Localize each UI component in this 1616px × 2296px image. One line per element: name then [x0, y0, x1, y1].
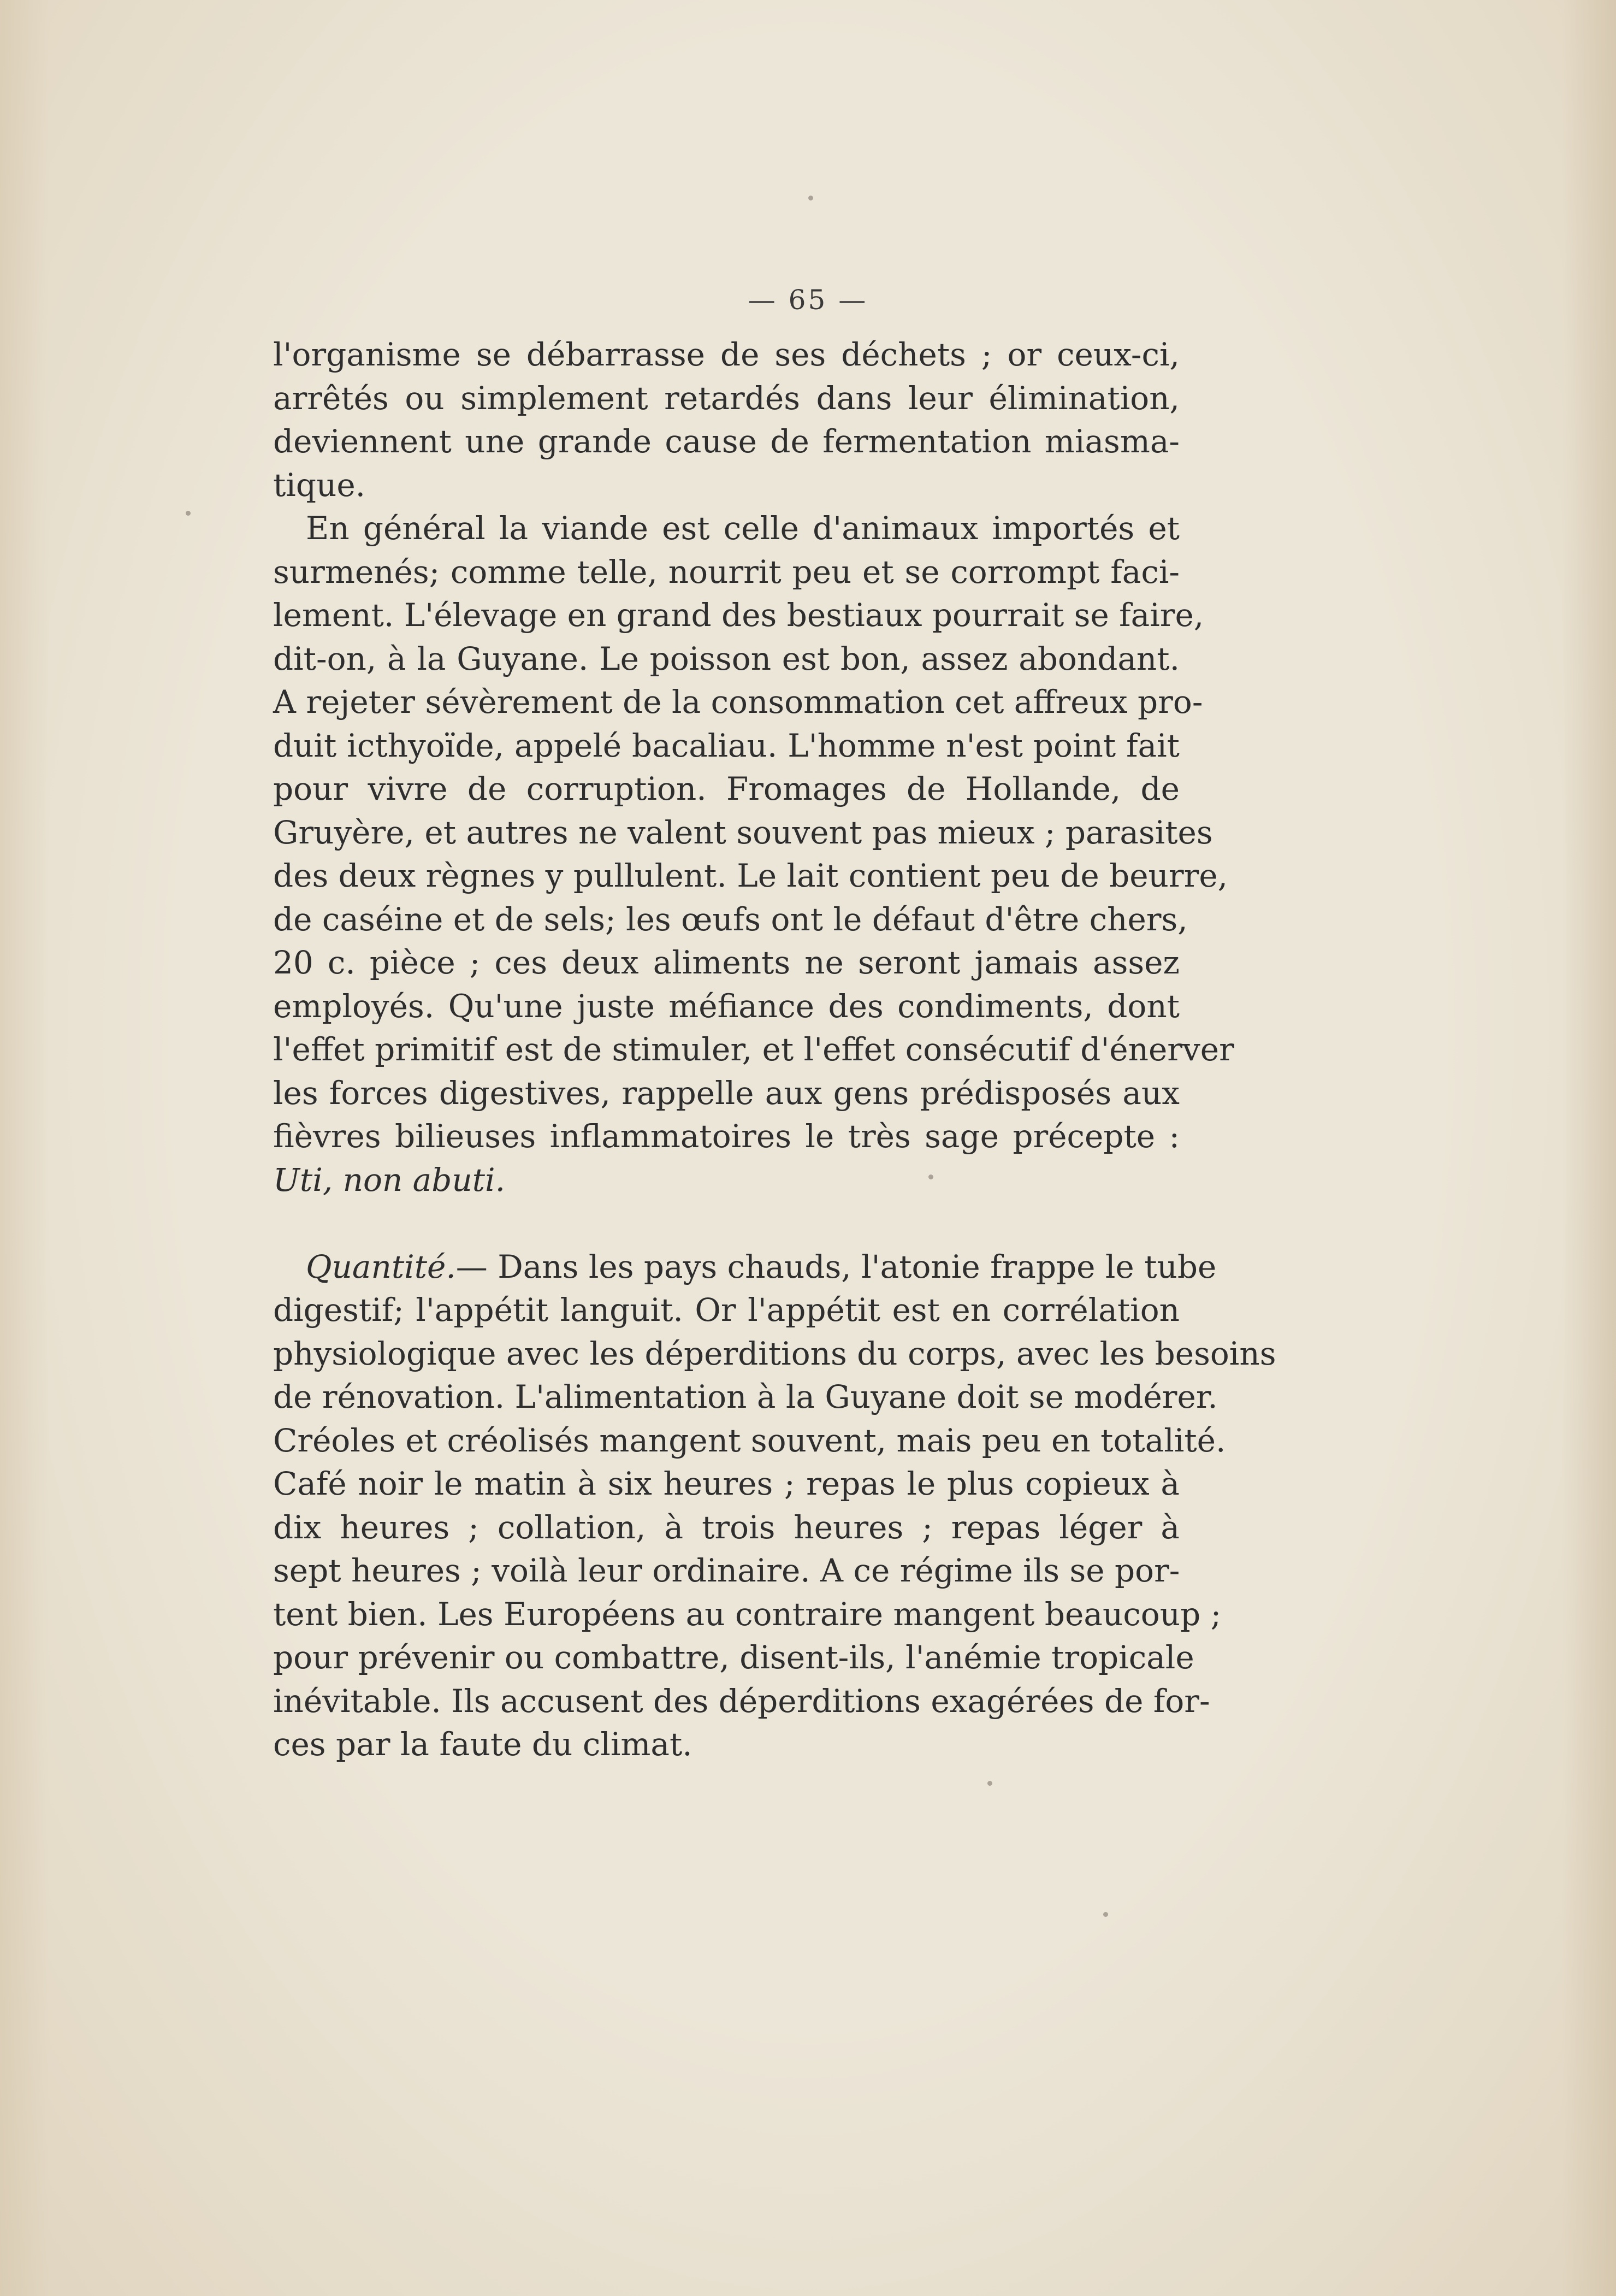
paragraph-2: [273, 507, 1234, 1202]
text-line: tent bien. Les Européens au contraire mangent beaucoup ;: [273, 1595, 1222, 1633]
paragraph-1: [273, 333, 1180, 507]
text-line: arrêtés ou simplement retardés dans leur élimination,: [273, 379, 1180, 417]
text-line: pour prévenir ou combattre, disent-ils, l'anémie tropicale: [273, 1639, 1194, 1676]
text-line: de caséine et de sels; les œufs ont le défaut d'être chers,: [273, 900, 1188, 938]
text-line: inévitable. Ils accusent des déperditions exagérées de for-: [273, 1682, 1210, 1720]
paragraph-gap: [273, 1202, 1180, 1246]
text-line: En général la viande est celle d'animaux importés et: [306, 510, 1180, 547]
latin-maxim: Uti, non abuti.: [273, 1161, 506, 1199]
text-line: deviennent une grande cause de fermentation miasma-: [273, 423, 1180, 460]
text-line: A rejeter sévèrement de la consommation cet affreux pro-: [273, 683, 1203, 721]
text-line: Créoles et créolisés mangent souvent, mais peu en totalité.: [273, 1421, 1226, 1459]
page-body: [273, 333, 1276, 1767]
text-line-rest: — Dans les pays chauds, l'atonie frappe le tube: [455, 1248, 1217, 1285]
text-line: de rénovation. L'alimentation à la Guyane doit se modérer.: [273, 1378, 1218, 1415]
text-line: Café noir le matin à six heures ; repas le plus copieux à: [273, 1465, 1180, 1502]
text-line: digestif; l'appétit languit. Or l'appétit est en corrélation: [273, 1291, 1180, 1329]
paper-speck: [186, 511, 191, 516]
text-line: fièvres bilieuses inflammatoires le très sage précepte :: [273, 1118, 1180, 1155]
text-line: dix heures ; collation, à trois heures ; repas léger à: [273, 1508, 1180, 1546]
text-line: ces par la faute du climat.: [273, 1726, 692, 1763]
text-line: dit-on, à la Guyane. Le poisson est bon, assez abondant.: [273, 640, 1180, 677]
text-line: Gruyère, et autres ne valent souvent pas mieux ; parasites: [273, 813, 1213, 851]
text-line: physiologique avec les déperditions du corps, avec les besoins: [273, 1335, 1276, 1372]
text-line: 20 c. pièce ; ces deux aliments ne seront jamais assez: [273, 944, 1180, 981]
text-line: duit icthyoïde, appelé bacaliau. L'homme n'est point fait: [273, 727, 1180, 764]
text-line: l'organisme se débarrasse de ses déchets ; or ceux-ci,: [273, 336, 1180, 373]
page-number: — 65 —: [748, 284, 868, 316]
text-line: surmenés; comme telle, nourrit peu et se corrompt faci-: [273, 553, 1180, 591]
section-heading: Quantité.: [306, 1248, 456, 1285]
paper-speck: [987, 1781, 992, 1786]
text-line: lement. L'élevage en grand des bestiaux pourrait se faire,: [273, 597, 1204, 634]
paper-speck: [808, 196, 813, 200]
text-line: [273, 1246, 1217, 1289]
text-line: des deux règnes y pullulent. Le lait contient peu de beurre,: [273, 857, 1228, 894]
paragraph-3: [273, 1246, 1276, 1767]
text-line: pour vivre de corruption. Fromages de Hollande, de: [273, 770, 1180, 807]
text-line: les forces digestives, rappelle aux gens prédisposés aux: [273, 1074, 1180, 1112]
text-line: employés. Qu'une juste méfiance des condiments, dont: [273, 987, 1180, 1025]
text-line: sept heures ; voilà leur ordinaire. A ce régime ils se por-: [273, 1552, 1180, 1589]
paper-speck: [1103, 1912, 1108, 1917]
text-line: l'effet primitif est de stimuler, et l'effet consécutif d'énerver: [273, 1031, 1234, 1068]
text-line: tique.: [273, 466, 366, 504]
